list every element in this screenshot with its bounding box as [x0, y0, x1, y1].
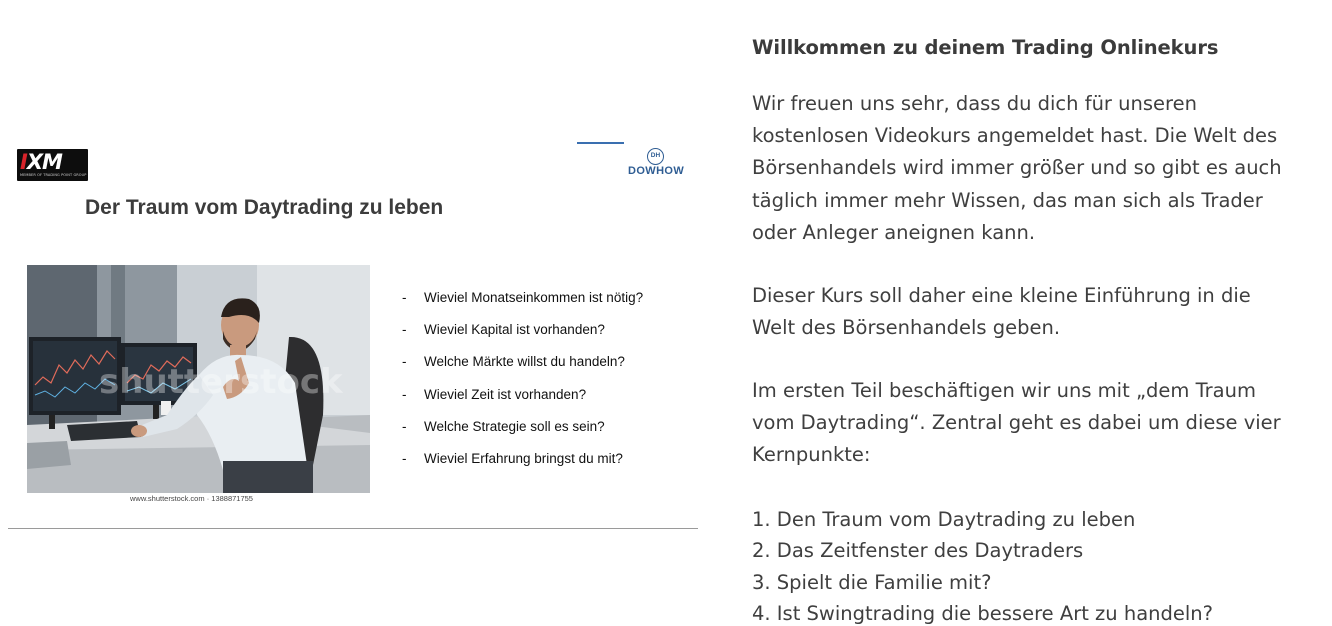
key-point: 2. Das Zeitfenster des Daytraders	[752, 539, 1084, 563]
slide-bullet: - Welche Strategie soll es sein?	[402, 418, 605, 434]
article-heading: Willkommen zu deinem Trading Onlinekurs	[752, 36, 1219, 59]
key-point: 1. Den Traum vom Daytrading zu leben	[752, 508, 1136, 531]
xm-logo-mark: XM	[26, 150, 62, 174]
slide-bullet: - Welche Märkte willst du handeln?	[402, 354, 625, 370]
xm-logo-tagline: MEMBER OF TRADING POINT GROUP	[20, 173, 87, 177]
slide-bullet: - Wieviel Erfahrung bringst du mit?	[402, 450, 623, 466]
dowhow-logo	[622, 148, 690, 178]
slide-accent-line	[577, 142, 624, 144]
trader-photo	[27, 265, 370, 493]
dowhow-monogram: DH	[647, 148, 664, 165]
intro-paragraph: Wir freuen uns sehr, dass du dich für unseren kostenlosen Videokurs angemeldet hast. Die Welt des Börsenhandels wird immer größer und so gibt es auch täglich immer mehr Wissen, das man sich als Trader oder Anleger aneignen kann.	[752, 92, 1282, 244]
part-one-paragraph: Im ersten Teil beschäftigen wir uns mit „dem Traum vom Daytrading“. Zentral geht es dabei um diese vier Kernpunkte:	[752, 379, 1281, 467]
xm-logo: IXM MEMBER OF TRADING POINT GROUP	[17, 149, 88, 181]
key-points-list	[752, 504, 1213, 626]
slide-bullet: - Wieviel Zeit ist vorhanden?	[402, 386, 587, 402]
key-point: 3. Spielt die Familie mit?	[752, 570, 992, 594]
slide-bullet: - Wieviel Monatseinkommen ist nötig?	[402, 290, 644, 305]
key-point: 4. Ist Swingtrading die bessere Art zu handeln?	[752, 601, 1214, 625]
slide-title: Der Traum vom Daytrading zu leben	[85, 196, 444, 219]
photo-credit: www.shutterstock.com · 1388871755	[130, 494, 253, 503]
course-purpose-paragraph: Dieser Kurs soll daher eine kleine Einführung in die Welt des Börsenhandels geben.	[752, 284, 1251, 340]
dowhow-wordmark: DOWHOW	[628, 165, 685, 177]
slide-divider	[8, 528, 698, 529]
slide-bullet: - Wieviel Kapital ist vorhanden?	[402, 322, 605, 338]
slide-bullet-list	[402, 290, 643, 483]
photo-watermark: shutterstock	[99, 362, 343, 402]
